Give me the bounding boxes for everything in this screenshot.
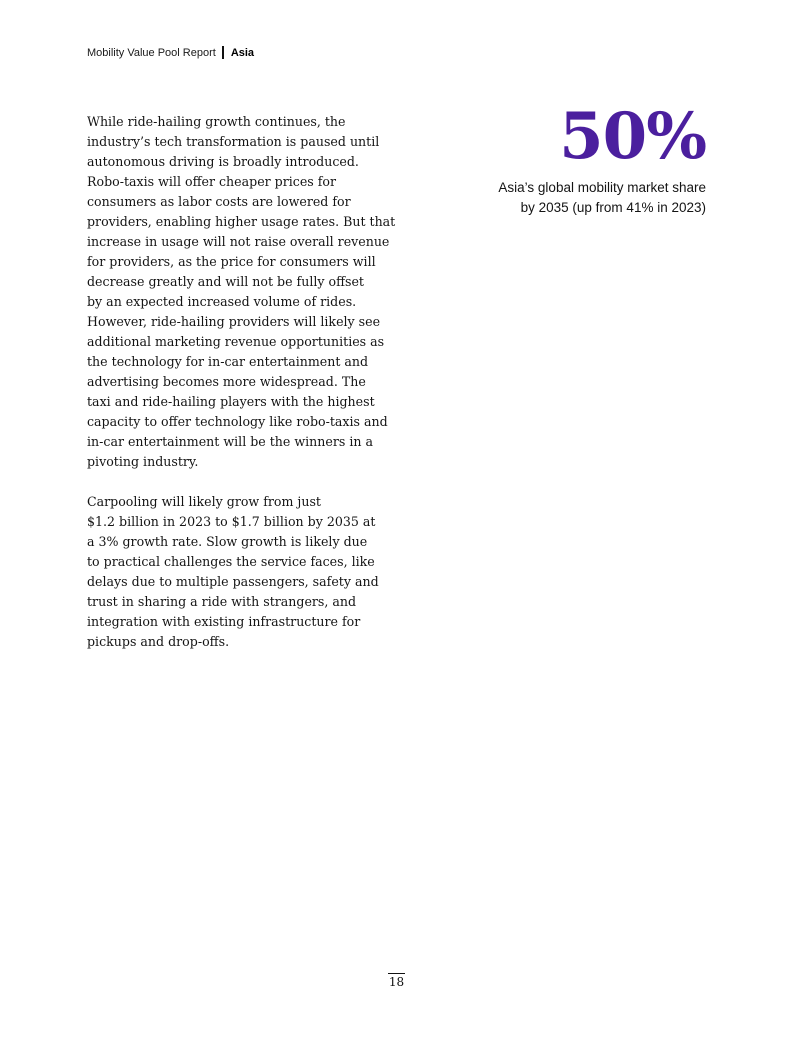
page-number	[0, 973, 793, 989]
text-line: pickups and drop-offs.	[87, 634, 230, 649]
text-line: delays due to multiple passengers, safety and	[87, 574, 379, 589]
text-line: a 3% growth rate. Slow growth is likely due	[87, 534, 368, 549]
text-line: industry’s tech transformation is paused until	[87, 134, 380, 149]
text-line: trust in sharing a ride with strangers, and	[87, 594, 357, 609]
paragraph-carpooling	[87, 492, 387, 652]
text-line: decrease greatly and will not be fully offset	[87, 274, 364, 289]
key-stat-callout	[446, 100, 706, 218]
header-divider	[222, 46, 224, 59]
text-line: autonomous driving is broadly introduced.	[87, 154, 359, 169]
text-line: providers, enabling higher usage rates. But that	[87, 214, 396, 229]
text-line: While ride-hailing growth continues, the	[87, 114, 346, 129]
text-line: the technology for in-car entertainment and	[87, 354, 369, 369]
section-name: Asia	[230, 46, 255, 59]
report-title: Mobility Value Pool Report	[87, 46, 216, 59]
stat-value: 50%	[559, 99, 706, 174]
paragraph-ride-hailing	[87, 112, 396, 472]
text-line: additional marketing revenue opportunities as	[87, 334, 385, 349]
text-line: for providers, as the price for consumers will	[87, 254, 376, 269]
text-line: integration with existing infrastructure for	[87, 614, 361, 629]
caption-line: Asia’s global mobility market share	[498, 180, 706, 195]
text-line: advertising becomes more widespread. The	[87, 374, 366, 389]
text-line: capacity to offer technology like robo-taxis and	[87, 414, 388, 429]
text-line: in-car entertainment will be the winners in a	[87, 434, 373, 449]
body-text-column	[87, 112, 396, 672]
text-line: increase in usage will not raise overall revenue	[87, 234, 390, 249]
text-line: taxi and ride-hailing players with the highest	[87, 394, 375, 409]
page-number-text: 18	[388, 975, 405, 989]
text-line: to practical challenges the service faces, like	[87, 554, 375, 569]
text-line: $1.2 billion in 2023 to $1.7 billion by 2035 at	[87, 514, 376, 529]
stat-caption	[446, 178, 706, 218]
text-line: Carpooling will likely grow from just	[87, 494, 321, 509]
running-header	[87, 46, 254, 59]
text-line: However, ride-hailing providers will likely see	[87, 314, 381, 329]
caption-line: by 2035 (up from 41% in 2023)	[520, 200, 706, 215]
text-line: Robo-taxis will offer cheaper prices for	[87, 174, 337, 189]
text-line: by an expected increased volume of rides.	[87, 294, 357, 309]
text-line: pivoting industry.	[87, 454, 199, 469]
text-line: consumers as labor costs are lowered for	[87, 194, 351, 209]
